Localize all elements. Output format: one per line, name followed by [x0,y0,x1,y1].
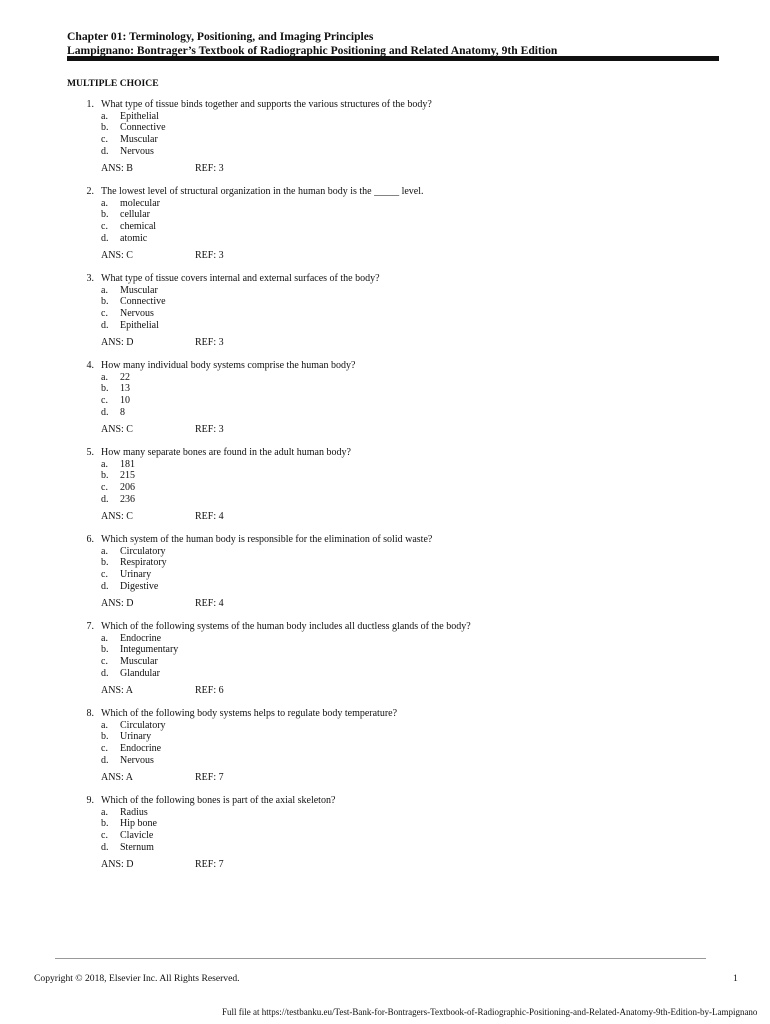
question-text: How many separate bones are found in the adult human body? [101,447,351,458]
option-text: Muscular [120,656,158,668]
answer-option [67,407,717,419]
question [67,186,717,273]
option-letter: d. [101,667,109,679]
option-letter: a. [101,806,108,818]
option-letter: b. [101,383,109,395]
option-text: Radius [120,806,148,818]
option-text: atomic [120,232,148,244]
question [67,708,717,795]
option-text: Endocrine [120,632,162,644]
option-letter: c. [101,743,108,755]
option-letter: b. [101,122,109,134]
question-number: 6. [86,534,94,545]
answer-option [67,285,717,297]
question-text: The lowest level of structural organization in the human body is the _____ level. [101,186,424,197]
answer-option [67,470,717,482]
answer-option [67,308,717,320]
full-file-link[interactable]: Full file at https://testbanku.eu/Test-Bank-for-Bontragers-Textbook-of-Radiographic-Positioning-and-Related-Anatomy-9th-Edition-by-Lampignano [222,1007,758,1017]
option-letter: c. [101,482,108,494]
answer-key: ANS: C [101,511,133,523]
answer-option [67,494,717,506]
option-letter: a. [101,197,108,209]
option-letter: d. [101,319,109,331]
answer-option [67,546,717,558]
answer-option [67,842,717,854]
question-number: 1. [86,99,94,110]
question [67,99,717,186]
option-letter: b. [101,296,109,308]
section-heading: MULTIPLE CHOICE [67,78,159,89]
option-letter: c. [101,830,108,842]
answer-option [67,720,717,732]
option-text: 22 [120,371,130,383]
option-letter: a. [101,719,108,731]
answer-option [67,830,717,842]
answer-option [67,459,717,471]
option-text: Clavicle [120,830,154,842]
question [67,795,717,882]
book-title: Lampignano: Bontrager’s Textbook of Radiographic Positioning and Related Anatomy, 9th Edition [67,43,558,57]
question [67,273,717,360]
option-letter: c. [101,308,108,320]
reference: REF: 4 [195,511,224,523]
option-text: Glandular [120,667,160,679]
answer-option [67,581,717,593]
copyright: Copyright © 2018, Elsevier Inc. All Rights Reserved. [34,973,240,984]
option-text: Integumentary [120,644,179,656]
option-letter: d. [101,232,109,244]
option-text: molecular [120,197,160,209]
option-text: Epithelial [120,319,159,331]
option-text: Urinary [120,569,152,581]
question-text: What type of tissue binds together and supports the various structures of the body? [101,99,432,110]
answer-option [67,557,717,569]
question-number: 7. [86,621,94,632]
option-text: Digestive [120,580,159,592]
option-text: chemical [120,221,157,233]
option-letter: c. [101,569,108,581]
option-text: Epithelial [120,110,159,122]
option-text: Respiratory [120,557,167,569]
option-text: Connective [120,296,166,308]
answer-option [67,296,717,308]
answer-option [67,383,717,395]
option-text: Endocrine [120,743,162,755]
answer-option [67,122,717,134]
answer-key: ANS: A [101,772,133,784]
option-text: 10 [120,395,130,407]
option-letter: c. [101,656,108,668]
option-letter: b. [101,470,109,482]
page-header [67,30,557,57]
reference: REF: 3 [195,424,224,436]
answer-option [67,633,717,645]
option-letter: a. [101,458,108,470]
option-text: Circulatory [120,545,166,557]
question [67,534,717,621]
question-number: 5. [86,447,94,458]
answer-option [67,731,717,743]
reference: REF: 3 [195,163,224,175]
option-letter: a. [101,545,108,557]
footer-rule [55,958,706,959]
answer-option [67,134,717,146]
option-text: Hip bone [120,818,157,830]
question [67,621,717,708]
answer-key: ANS: A [101,685,133,697]
answer-option [67,146,717,158]
answer-option [67,668,717,680]
option-letter: d. [101,145,109,157]
answer-option [67,221,717,233]
option-letter: c. [101,134,108,146]
question [67,360,717,447]
reference: REF: 3 [195,250,224,262]
question-text: What type of tissue covers internal and external surfaces of the body? [101,273,380,284]
answer-option [67,656,717,668]
question-list [67,99,717,882]
question-text: Which system of the human body is responsible for the elimination of solid waste? [101,534,433,545]
option-text: Connective [120,122,166,134]
option-letter: c. [101,221,108,233]
option-text: Sternum [120,841,154,853]
option-letter: d. [101,406,109,418]
question-text: Which of the following body systems helps to regulate body temperature? [101,708,398,719]
question [67,447,717,534]
option-text: 215 [120,470,135,482]
option-letter: b. [101,557,109,569]
option-text: 8 [120,406,125,418]
option-letter: d. [101,841,109,853]
option-text: Muscular [120,284,158,296]
answer-option [67,320,717,332]
question-number: 4. [86,360,94,371]
option-text: Urinary [120,731,152,743]
option-letter: c. [101,395,108,407]
header-rule [67,56,719,61]
option-text: Muscular [120,134,158,146]
answer-key: ANS: D [101,598,134,610]
answer-option [67,482,717,494]
answer-key: ANS: D [101,337,134,349]
option-text: Circulatory [120,719,166,731]
question-text: How many individual body systems comprise the human body? [101,360,356,371]
option-letter: a. [101,110,108,122]
answer-option [67,111,717,123]
question-number: 2. [86,186,94,197]
option-letter: a. [101,371,108,383]
answer-key: ANS: C [101,250,133,262]
option-text: Nervous [120,145,154,157]
answer-key: ANS: C [101,424,133,436]
reference: REF: 7 [195,772,224,784]
question-number: 8. [86,708,94,719]
page-number: 1 [733,973,738,984]
answer-option [67,198,717,210]
option-letter: b. [101,644,109,656]
option-letter: a. [101,632,108,644]
option-text: 236 [120,493,135,505]
option-letter: d. [101,493,109,505]
chapter-title: Chapter 01: Terminology, Positioning, and Imaging Principles [67,30,374,43]
reference: REF: 7 [195,859,224,871]
answer-option [67,233,717,245]
answer-option [67,743,717,755]
question-text: Which of the following bones is part of the axial skeleton? [101,795,336,806]
answer-option [67,818,717,830]
answer-option [67,807,717,819]
option-letter: b. [101,731,109,743]
answer-option [67,569,717,581]
answer-option [67,755,717,767]
reference: REF: 6 [195,685,224,697]
option-text: cellular [120,209,150,221]
option-letter: b. [101,818,109,830]
answer-option [67,372,717,384]
answer-option [67,395,717,407]
answer-option [67,644,717,656]
answer-key: ANS: D [101,859,134,871]
option-text: 206 [120,482,135,494]
question-number: 9. [86,795,94,806]
question-text: Which of the following systems of the human body includes all ductless glands of the body? [101,621,471,632]
question-number: 3. [86,273,94,284]
option-text: 181 [120,458,135,470]
answer-option [67,209,717,221]
reference: REF: 3 [195,337,224,349]
option-text: Nervous [120,308,154,320]
option-letter: d. [101,580,109,592]
option-letter: b. [101,209,109,221]
option-text: Nervous [120,754,154,766]
option-letter: d. [101,754,109,766]
option-letter: a. [101,284,108,296]
answer-key: ANS: B [101,163,133,175]
reference: REF: 4 [195,598,224,610]
option-text: 13 [120,383,130,395]
